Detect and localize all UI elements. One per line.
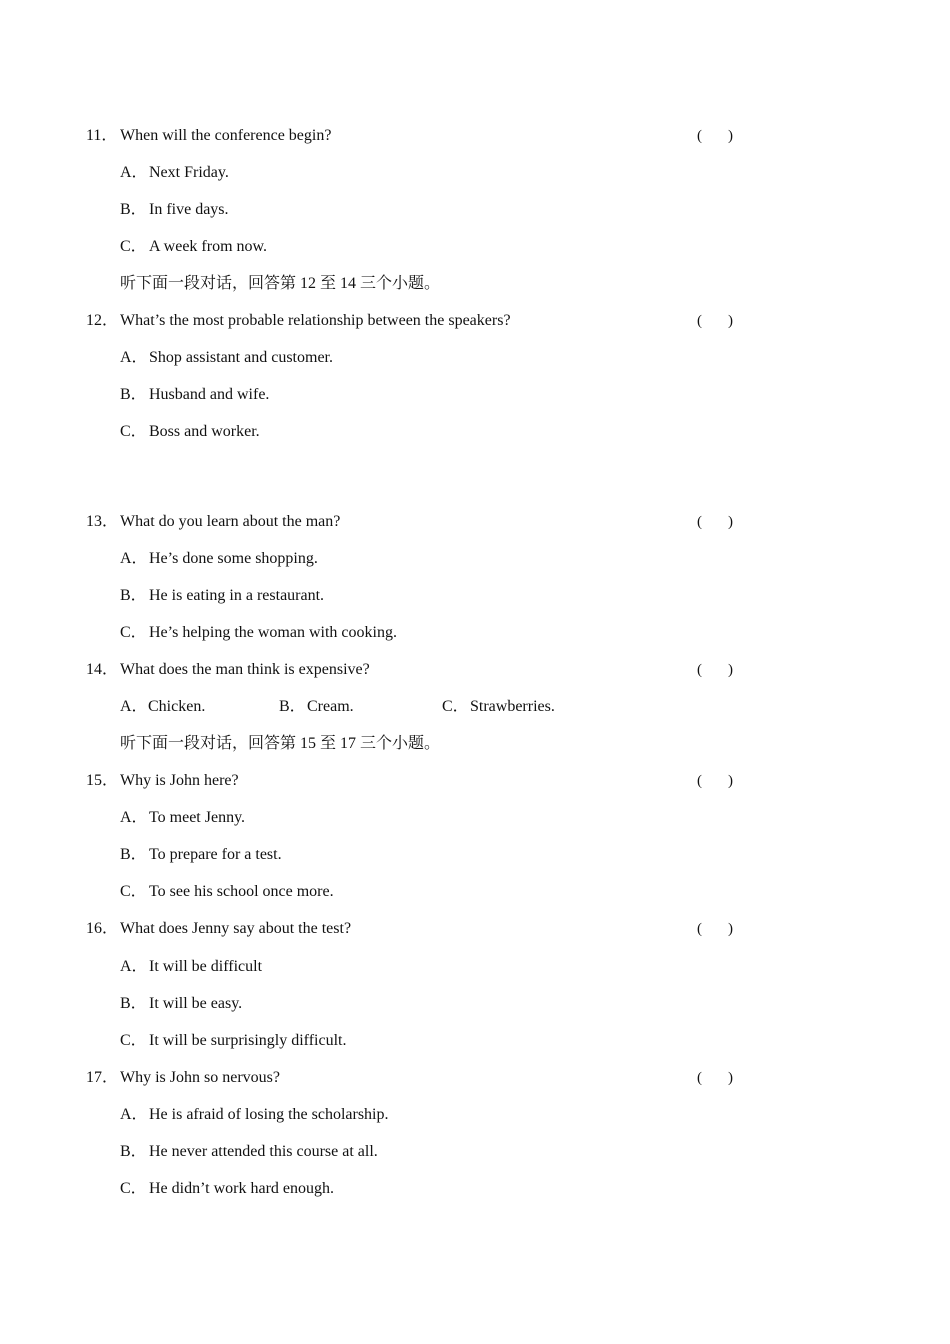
section-instruction: 听下面一段对话，回答第 12 至 14 三个小题。 <box>120 275 441 292</box>
option-letter: C． <box>120 883 147 900</box>
question-text: What do you learn about the man? <box>120 513 341 530</box>
option-letter: C． <box>120 1032 147 1049</box>
option-letter: B． <box>120 201 147 218</box>
option-b <box>120 198 229 222</box>
answer-blank[interactable]: ( ) <box>697 313 733 329</box>
inline-options-row <box>0 695 950 719</box>
option-a <box>120 955 262 979</box>
question-number: 12． <box>86 312 119 329</box>
option-text: Husband and wife. <box>149 386 270 403</box>
option-text: It will be easy. <box>149 995 243 1012</box>
answer-blank[interactable]: ( ) <box>697 1070 733 1086</box>
option-c <box>120 880 334 904</box>
option-text: He is afraid of losing the scholarship. <box>149 1106 389 1123</box>
option-text: He’s helping the woman with cooking. <box>149 624 397 641</box>
option-text: To prepare for a test. <box>149 846 282 863</box>
answer-blank[interactable]: ( ) <box>697 514 733 530</box>
option-letter: A． <box>120 550 148 567</box>
answer-blank[interactable]: ( ) <box>697 921 733 937</box>
option-letter: A． <box>120 1106 148 1123</box>
option-letter: A． <box>120 164 148 181</box>
question-number: 13． <box>86 513 119 530</box>
option-text: Next Friday. <box>149 164 229 181</box>
option-text: In five days. <box>149 201 229 218</box>
question-text: What’s the most probable relationship between the speakers? <box>120 312 511 329</box>
question-text: Why is John here? <box>120 772 239 789</box>
option-letter: C． <box>120 423 147 440</box>
option-text: Cream. <box>307 698 354 715</box>
question-number: 17． <box>86 1069 119 1086</box>
option-text: To see his school once more. <box>149 883 334 900</box>
option-letter: B． <box>120 1143 147 1160</box>
option-letter: C． <box>120 238 147 255</box>
option-letter: A． <box>120 698 148 715</box>
option-letter: B． <box>120 587 147 604</box>
option-text: It will be surprisingly difficult. <box>149 1032 347 1049</box>
option-text: A week from now. <box>149 238 268 255</box>
question-text: When will the conference begin? <box>120 127 332 144</box>
option-c <box>120 235 267 259</box>
option-text: Boss and worker. <box>149 423 260 440</box>
option-letter: C． <box>120 1180 147 1197</box>
option-letter: B． <box>279 698 306 715</box>
option-text: He’s done some shopping. <box>149 550 318 567</box>
question-text: What does Jenny say about the test? <box>120 920 352 937</box>
option-a <box>120 346 333 370</box>
option-letter: A． <box>120 958 148 975</box>
option-a <box>120 1103 389 1127</box>
option-letter: A． <box>120 809 148 826</box>
option-text: To meet Jenny. <box>149 809 246 826</box>
option-text: Chicken. <box>148 698 206 715</box>
option-b <box>120 843 282 867</box>
option-text: He never attended this course at all. <box>149 1143 378 1160</box>
question-number: 15． <box>86 772 119 789</box>
option-letter: B． <box>120 846 147 863</box>
option-c <box>442 695 555 719</box>
option-a <box>120 547 318 571</box>
option-b <box>120 992 242 1016</box>
option-c <box>120 420 260 444</box>
option-text: He is eating in a restaurant. <box>149 587 325 604</box>
option-c <box>120 621 397 645</box>
section-instruction: 听下面一段对话，回答第 15 至 17 三个小题。 <box>120 735 441 752</box>
question-number: 14． <box>86 661 119 678</box>
option-letter: B． <box>120 995 147 1012</box>
option-text: It will be difficult <box>149 958 263 975</box>
option-b <box>120 383 269 407</box>
option-b <box>120 584 324 608</box>
option-letter: B． <box>120 386 147 403</box>
option-letter: C． <box>442 698 469 715</box>
answer-blank[interactable]: ( ) <box>697 128 733 144</box>
option-text: He didn’t work hard enough. <box>149 1180 334 1197</box>
answer-blank[interactable]: ( ) <box>697 773 733 789</box>
option-letter: C． <box>120 624 147 641</box>
question-number: 11． <box>86 127 118 144</box>
question-number: 16． <box>86 920 119 937</box>
question-text: What does the man think is expensive? <box>120 661 370 678</box>
option-a <box>120 161 229 185</box>
option-a <box>120 695 205 719</box>
option-text: Strawberries. <box>470 698 555 715</box>
option-c <box>120 1177 334 1201</box>
question-text: Why is John so nervous? <box>120 1069 280 1086</box>
answer-blank[interactable]: ( ) <box>697 662 733 678</box>
option-b <box>279 695 354 719</box>
option-c <box>120 1029 346 1053</box>
option-letter: A． <box>120 349 148 366</box>
option-b <box>120 1140 378 1164</box>
option-text: Shop assistant and customer. <box>149 349 333 366</box>
option-a <box>120 806 245 830</box>
